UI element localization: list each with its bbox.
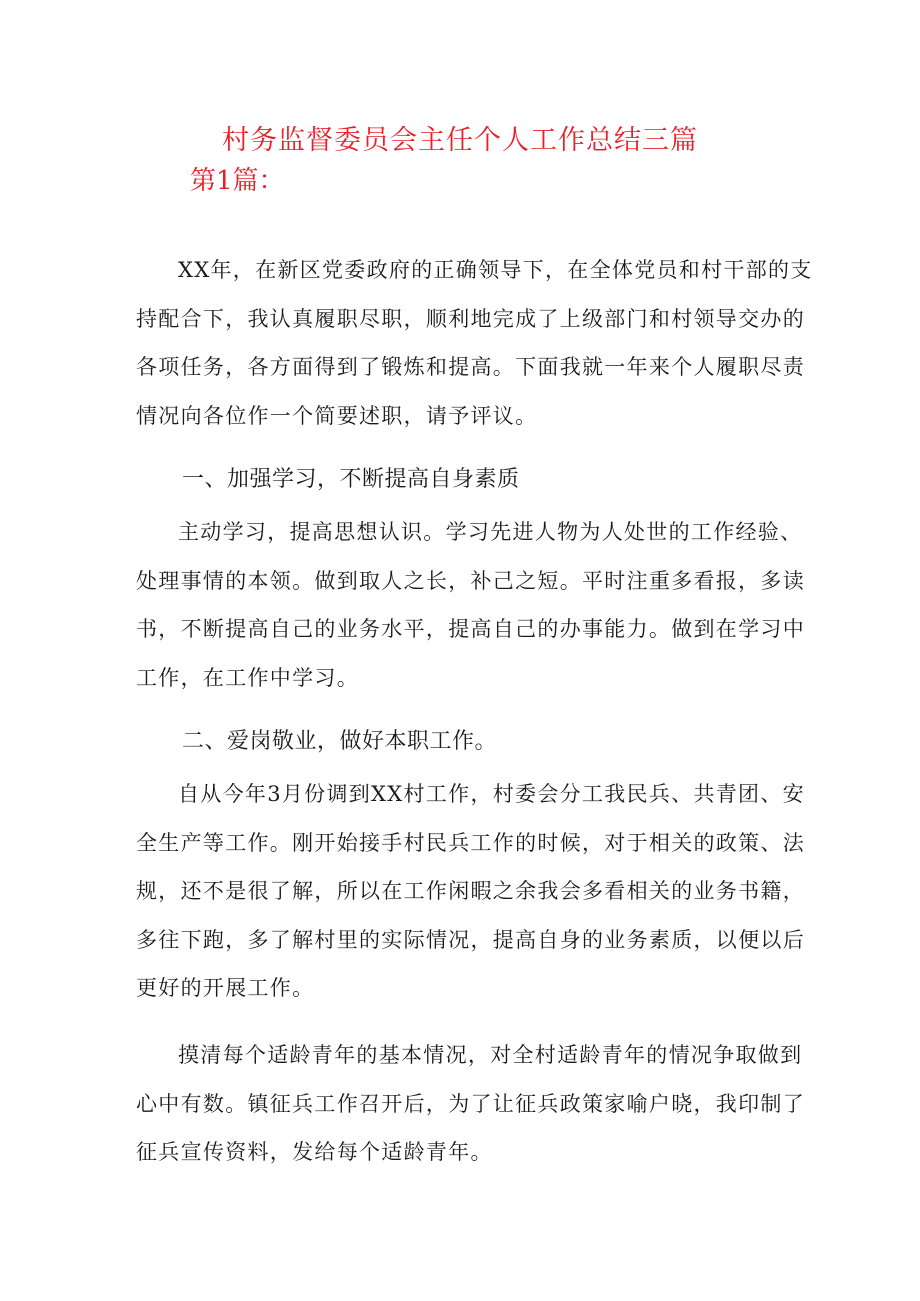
section-heading-1: 一、加强学习，不断提高自身素质 [182, 467, 520, 492]
paragraph-line: 多往下跑，多了解村里的实际情况，提高自身的业务素质，以便以后 [136, 927, 805, 952]
paragraph-line: 工作，在工作中学习。 [136, 665, 359, 690]
paragraph-line: 持配合下，我认真履职尽职，顺利地完成了上级部门和村领导交办的 [136, 306, 805, 331]
chapter-label: 第1篇： [190, 166, 285, 196]
document-title: 村务监督委员会主任个人工作总结三篇 [222, 125, 698, 156]
paragraph-line: 情况向各位作一个简要述职，请予评议。 [136, 403, 538, 428]
paragraph-line: 规，还不是很了解，所以在工作闲暇之余我会多看相关的业务书籍， [136, 879, 805, 904]
paragraph-line: XX年，在新区党委政府的正确领导下，在全体党员和村干部的支 [178, 258, 813, 282]
paragraph-line: 更好的开展工作。 [136, 976, 315, 1001]
paragraph-line: 心中有数。镇征兵工作召开后，为了让征兵政策家喻户晓，我印制了 [136, 1091, 805, 1116]
paragraph-line: 全生产等工作。刚开始接手村民兵工作的时候，对于相关的政策、法 [136, 830, 805, 855]
paragraph-line: 摸清每个适龄青年的基本情况，对全村适龄青年的情况争取做到 [178, 1043, 803, 1067]
paragraph-line: 各项任务，各方面得到了锻炼和提高。下面我就一年来个人履职尽责 [136, 355, 805, 380]
paragraph-study [136, 508, 805, 702]
paragraph-line: 征兵宣传资料，发给每个适龄青年。 [136, 1140, 493, 1165]
paragraph-line: 主动学习，提高思想认识。学习先进人物为人处世的工作经验、 [178, 520, 803, 544]
paragraph-line: 处理事情的本领。做到取人之长，补己之短。平时注重多看报，多读 [136, 568, 805, 593]
paragraph-recruitment [136, 1031, 805, 1177]
section-heading-2: 二、爱岗敬业，做好本职工作。 [182, 729, 498, 754]
paragraph-intro [136, 246, 813, 440]
paragraph-line: 书，不断提高自己的业务水平，提高自己的办事能力。做到在学习中 [136, 617, 805, 642]
paragraph-work [136, 770, 805, 1013]
paragraph-line: 自从今年3月份调到XX村工作，村委会分工我民兵、共青团、安 [178, 782, 805, 806]
